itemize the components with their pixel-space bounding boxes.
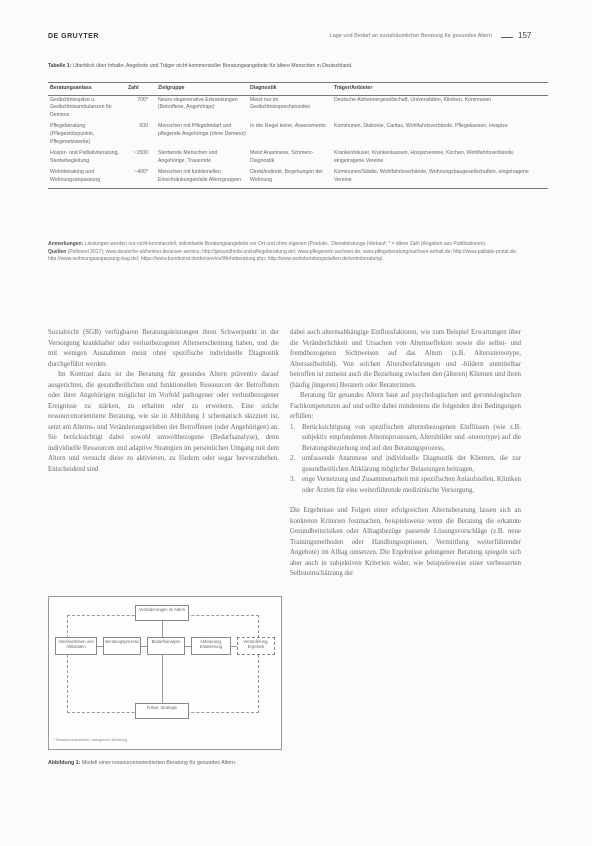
cell-diagnostik: In der Regel keine, Assessments <box>250 123 326 130</box>
figure-diagram <box>48 596 282 750</box>
cell-diagnostik: Meist Anamnese, Schmerz-Diagnostik <box>250 150 314 164</box>
cell-zahl: ~1500 <box>133 150 148 157</box>
table-row <box>48 168 548 188</box>
figure-caption-text: Modell einer ressourcenorientierten Beratung für gesundes Altern. <box>81 760 237 766</box>
table-row <box>48 149 548 168</box>
body-paragraph: Sozialrecht (SGB) verfügbaren Beratungsleistungen ihren Schwerpunkt in der Versorgung krankhafter oder verlustbezogener Alterserscheinung haben, und die mit wenigen Ausnahmen meist ohne spezifische individuelle Diagnostik durchgeführt werden. <box>48 329 279 368</box>
publisher-name: DE GRUYTER <box>48 33 99 40</box>
running-title: Lage und Bedarf an sozialräumlicher Beratung für gesundes Altern <box>329 33 492 39</box>
column-header: Zahl <box>126 83 156 96</box>
cell-traeger: Kommunen/Städte, Wohlfahrtsverbände, Wohnungsbaugesellschaften, eingetragene Vereine <box>332 168 548 188</box>
table-row <box>48 122 548 149</box>
cell-zielgruppe: Menschen mit funktionellen Einschränkungen/alle Altersgruppen <box>156 168 248 188</box>
table-header-row <box>48 83 548 96</box>
list-number: 1. <box>290 423 296 431</box>
sources-label: Quellen <box>48 248 67 255</box>
header-rule <box>501 37 513 38</box>
cell-zahl: 500 <box>139 123 148 130</box>
column-header: Beratungsanlass <box>48 83 126 96</box>
figure-box: Beratungsprozess <box>103 637 141 655</box>
figure-box-top: Veränderungen im Altern <box>135 605 189 621</box>
figure-frame <box>67 615 259 713</box>
figure-box: Veränderung, Ergebnis <box>237 637 275 655</box>
list-text: umfassende Anamnese und individuelle Diagnostik der Klienten, die zur gesundheitlichen Abklärung möglicher Belastungen beitragen, <box>302 455 521 473</box>
list-text: Berücksichtigung von spezifischen alternsbezogenen Einflüssen (wie z.B. subjektiv empfundenen Alternsprozessen, Altersbilder und -stereotype) auf die Beratungsbeziehung und auf den Beratungsprozess, <box>302 423 521 452</box>
cell-zahl: ~400* <box>126 168 156 188</box>
cell-zahl: 700* <box>137 96 148 103</box>
body-paragraph: Beratung für gesundes Altern baut auf psychologischen und gerontologischen Fachkompetenzen auf und sollte dabei mindestens die folgenden drei Bedingungen erfüllen: <box>290 392 521 420</box>
cell-anlass: Pflegeberatung (Pflegestützpunkte, Pflegenetzwerke) <box>50 123 95 145</box>
figure-caption <box>48 760 280 768</box>
table-row <box>48 95 548 122</box>
table-caption-text: Überblick über Inhalte, Angebote und Träger nicht-kommerzieller Beratungsangebote für ältere Menschen in Deutschland. <box>73 63 353 69</box>
column-header: Zielgruppe <box>156 83 248 96</box>
cell-diagnostik: Meist nur im Gedächtnissprechstunden <box>250 96 311 111</box>
column-header: Träger/Anbieter <box>332 83 548 96</box>
list-item <box>290 475 521 496</box>
cell-anlass: Wohnberatung und Wohnungsanpassung <box>48 168 126 188</box>
column-header: Diagnostik <box>248 83 332 96</box>
figure-note: * Ressourcenbasierte, dialogische Beratung <box>53 738 127 742</box>
list-number: 2. <box>290 455 296 462</box>
cell-traeger: Deutsche Alzheimergesellschaft, Universitäten, Kliniken, Kommunen <box>334 96 492 103</box>
figure-box-bottom: Fokus, Strategie <box>135 703 189 719</box>
figure-box: Alternserleben und Aktivitäten <box>55 637 97 655</box>
list-item <box>290 423 521 455</box>
body-column-left <box>48 328 279 475</box>
conditions-list <box>290 423 521 497</box>
notes-label: Anmerkungen: <box>48 241 84 247</box>
table-caption <box>48 63 548 69</box>
list-number: 3. <box>290 476 296 483</box>
body-column-right <box>290 328 521 580</box>
connector-line <box>162 655 163 703</box>
connector-line <box>162 621 163 637</box>
list-item <box>290 454 521 475</box>
table-notes <box>48 241 548 264</box>
cell-traeger: Kommunen, Diakonie, Caritas, Wohlfahrtsverbände, Pflegekassen, Hospize <box>334 123 508 130</box>
cell-zielgruppe: Neuro-degenerative Erkrankungen (Betroffene, Angehörige) <box>158 96 238 111</box>
body-paragraph: Im Kontrast dazu ist die Beratung für gesundes Altern präventiv darauf ausgerichtet, die gesundheitlichen und funktionellen Ressourcen der Betroffenen oder ihrer Angehörigen möglichst im Vorfeld pathogener oder verlustbezogener Ereignisse zu stärken, zu erhalten oder zu erweitern. Eine solche ressourcenorientierte Beratung, wie sie in Abbildung 1 schematisch skizziert ist, setzt am Alterns- und Veränderungserleben der Betroffenen (oder Angehörigen) an. Sie berücksichtigt dabei sowohl umweltbezogene (Bedarfsanalyse), denn individuelle Ressourcen und adaptive Strategien im persönlichen Umgang mit dem Altern und versucht diese zu aktivieren, zu fördern oder sogar hervorzuheben. Entscheidend sind <box>48 371 279 473</box>
cell-anlass: Hospiz- und Palliativberatung, Sterbebegleitung <box>50 150 119 164</box>
cell-traeger: Krankenhäuser, Krankenkassen, Hospizvereine, Kirchen, Wohlfahrtsverbände, eingetragene Vereine <box>334 150 515 164</box>
sources-text: (Pelloneri 2017); www.deutsche-alzheimer.de/unser-service; http://gesundheits-und-pflegeberatung.de/; www.pflegenetz-sachsen.de; www.pflegeberatung/sachsen-anhalt.de; http://www.palliativ-portal.de; http://www.wohnungsanpassung-bag.de/; https://www.bundesrat.de/de/service/Wohnberatung.php; http://www.wohnberatungsstellen.de/wohnberatung/. <box>48 248 517 263</box>
body-paragraph: dabei auch alternsabhängige Einflussfaktoren, wie zum Beispiel Erwartungen über die Veränderlichkeit und Ursachen von Alternseffekten sowie die selbst- und fremdbezogenen Sichtweisen auf das Altern (z.B. Altersstereotype, Altersselbstbild). Von solchen Altersbezfahrungen und -bildern unmittelbar betroffen ist zumeist auch die Beziehung zwischen den (älteren) Klienten und ihren (häufig jüngeren) Beratern oder Beraterinnen. <box>290 329 521 389</box>
figure-box: Bedarfsanalyse <box>147 637 185 655</box>
body-paragraph: Die Ergebnisse und Folgen einer erfolgreichen Alternsberatung lassen sich an konkreten Kriterien festmachen, beispielsweise wenn die Beratung die erkannte Gesundheitsrisiken oder Alltagsbezüge passende Lösungsvorschläge (z.B. neue Trainingsmethoden oder Handlungsoptionen, Vermittlung weiterführender Angebote) im Alltag umsetzen. Die Ergebnisse gelungener Beratung spiegeln sich aber auch in subjektiven Kriterien wider, wie beispielsweise einer verbesserten Selbsteinschätzung der <box>290 507 521 577</box>
counseling-table <box>48 82 548 189</box>
figure-box: Aktivierung, Erweiterung <box>191 637 231 655</box>
table-caption-label: Tabelle 1: <box>48 63 72 69</box>
cell-diagnostik: Direkt/indirekt, Begehungen der Wohnung <box>248 168 332 188</box>
page-number: 157 <box>518 31 532 40</box>
list-text: enge Vernetzung und Zusammenarbeit mit spezifischen Anlaufstellen, Kliniken oder Ärzten für eine weiterführende medizinische Versorgung. <box>302 476 521 494</box>
cell-zielgruppe: Menschen mit Pflegebedarf und pflegende Angehörige (ohne Demenz) <box>158 123 246 137</box>
cell-zielgruppe: Sterbende Menschen und Angehörige, Trauernde <box>158 150 218 164</box>
figure-caption-label: Abbildung 1: <box>48 760 81 766</box>
notes-text: Leistungen werden nur nicht-kommerziell, individuelle Beratungsangebote vor Ort und ohne eigenen (Produkt-, Dienstleistungs-)Verkauf; * = ältere Zahl (Angaben aus Publikationen). <box>84 241 487 247</box>
cell-anlass: Gedächtnisspitze u. Gedächtnisambulanzen für Demenz <box>50 96 112 118</box>
